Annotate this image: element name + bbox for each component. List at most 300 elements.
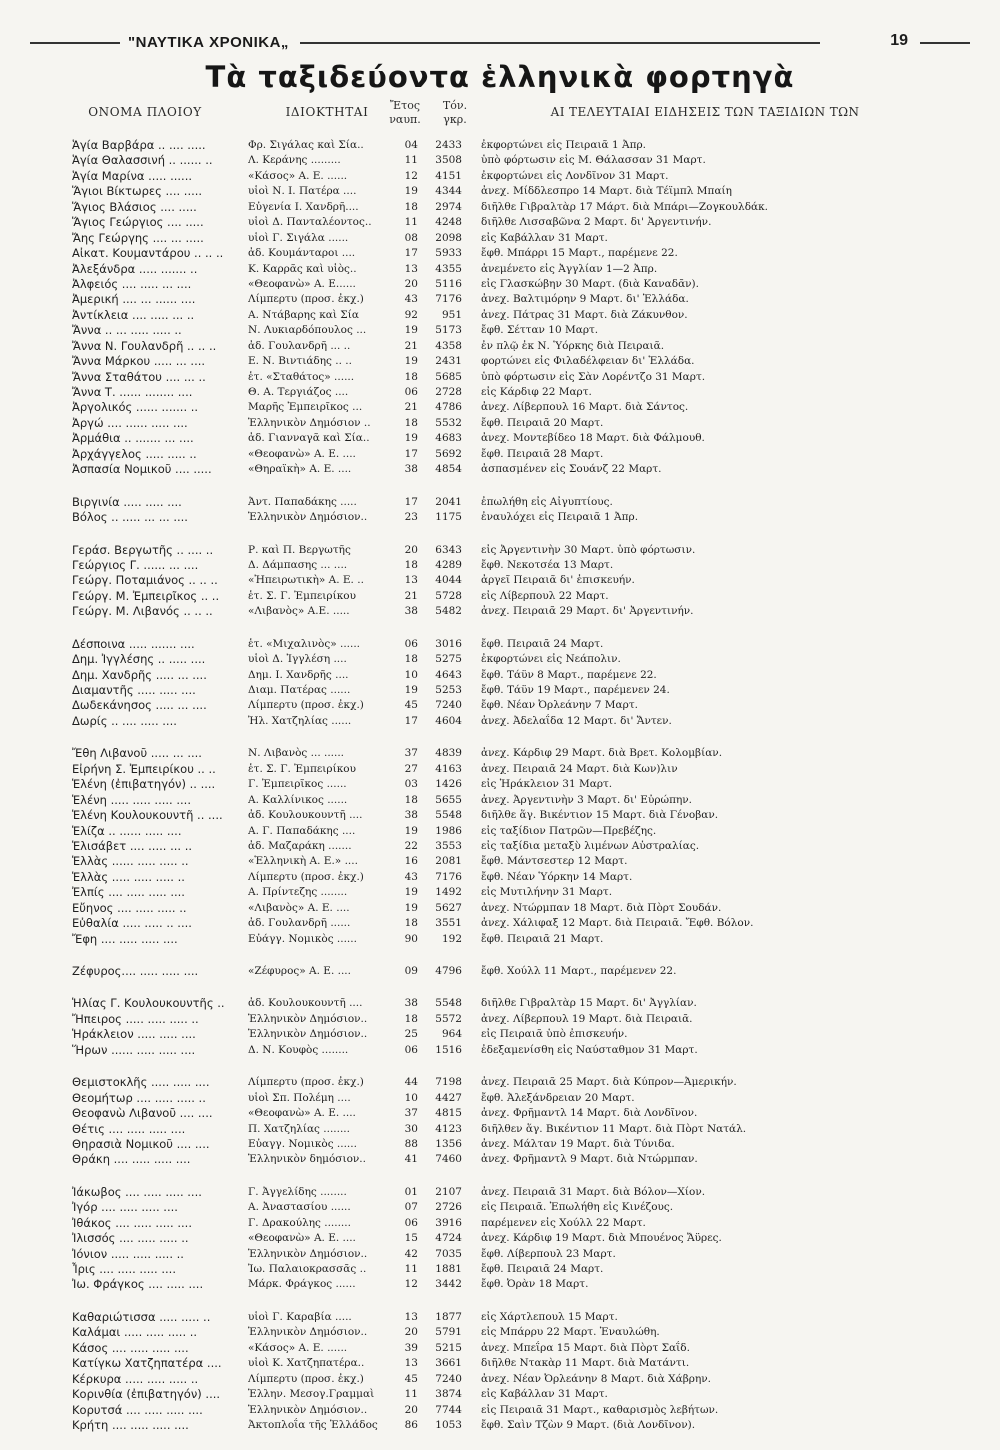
ship-name: Ἑλισάβετ .... ..... ... ..: [72, 838, 193, 853]
build-year: 08: [404, 231, 418, 244]
table-row: [0, 385, 1000, 400]
ship-owner: Ρ. καὶ Π. Βεργωτῆς: [248, 543, 351, 556]
voyage-news: ἐκφορτώνει εἰς Λονδῖνον 31 Μαρτ.: [481, 169, 669, 182]
build-year: 11: [404, 1263, 418, 1275]
gross-tonnage: 964: [441, 1028, 462, 1041]
gross-tonnage: 7460: [435, 1153, 462, 1166]
column-header-tonnage-line1: Τόν.: [442, 99, 468, 112]
ship-name: Εὔηνος .... ..... ..... ..: [72, 900, 187, 915]
gross-tonnage: 1053: [435, 1418, 462, 1431]
ship-name: Ἁγία Βαρβάρα .. .... .....: [72, 138, 206, 152]
header-rule-middle: [300, 42, 820, 44]
ship-owner: ἀδ. Κουμάνταροι ....: [248, 247, 356, 260]
build-year: 27: [404, 762, 418, 775]
gross-tonnage: 2107: [435, 1185, 462, 1198]
build-year: 06: [404, 1216, 418, 1229]
voyage-news: εἰς Πειραιᾶ. Ἐπωλήθη εἰς Κινέζους.: [481, 1201, 674, 1214]
ship-name: Ἡράκλειον ..... ..... ....: [72, 1027, 196, 1042]
build-year: 18: [404, 558, 418, 571]
ship-owner: Ἑλληνικὸν Δημόσιον..: [248, 1028, 368, 1041]
build-year: 17: [404, 495, 418, 508]
gross-tonnage: 5548: [435, 809, 462, 822]
gross-tonnage: 4358: [435, 339, 462, 352]
table-row: [0, 1012, 1000, 1027]
ship-name: Ἄννα Τ. ...... ........ ....: [72, 385, 193, 399]
ship-owner: «Ἠπειρωτικὴ» Α. Ε. ..: [248, 574, 364, 587]
ship-owner: «Θεοφανὼ» Α. Ε. ....: [248, 447, 356, 460]
column-header-tonnage-line2: γκρ.: [443, 113, 467, 126]
ship-owner: Ἑλληνικὸν Δημόσιον..: [248, 1012, 368, 1025]
table-row: [0, 885, 1000, 900]
gross-tonnage: 4151: [435, 169, 462, 182]
table-row: [0, 808, 1000, 823]
ship-name: Ἶρις .... ..... ..... ....: [72, 1262, 176, 1276]
ship-owner: «Ἑλληνικὴ Α. Ε.» ....: [248, 855, 358, 868]
ship-name: Ἀρμάθια .. ....... ... ....: [72, 431, 194, 446]
build-year: 18: [404, 200, 418, 213]
voyage-news: εἰς Πειραιᾶ ὑπὸ ἐπισκευήν.: [481, 1028, 628, 1041]
ship-name: Ἁγία Θαλασσινή .. ...... ..: [72, 153, 213, 168]
table-row: [0, 996, 1000, 1011]
build-year: 07: [404, 1201, 418, 1214]
voyage-news: ἔφθ. Χούλλ 11 Μαρτ., παρέμενεν 22.: [481, 965, 677, 977]
voyage-news: ἀνεχ. Κάρδιφ 19 Μαρτ. διὰ Μπουένος Ἄϋρες.: [481, 1232, 722, 1245]
table-row: [0, 1137, 1000, 1152]
table-row: [0, 339, 1000, 354]
build-year: 19: [404, 324, 418, 337]
table-row: [0, 231, 1000, 246]
ship-name: Ἄννα Μάρκου ..... ... ....: [72, 354, 206, 369]
column-header-name: ΟΝΟΜΑ ΠΛΟΙΟΥ: [88, 105, 202, 119]
ship-group: [0, 1310, 1000, 1434]
table-row: [0, 354, 1000, 369]
voyage-news: εἰς Καβάλλαν 31 Μαρτ.: [481, 231, 608, 244]
gross-tonnage: 7240: [435, 699, 462, 712]
table-row: [0, 1200, 1000, 1215]
voyage-news: ἔφθ. Ὀρὰν 18 Μαρτ.: [481, 1278, 589, 1291]
build-year: 17: [404, 247, 418, 260]
table-row: [0, 668, 1000, 683]
build-year: 06: [404, 386, 418, 398]
table-row: [0, 839, 1000, 854]
table-row: [0, 416, 1000, 431]
gross-tonnage: 7198: [435, 1076, 462, 1089]
gross-tonnage: 1175: [435, 511, 462, 524]
table-row: [0, 431, 1000, 446]
build-year: 12: [404, 169, 418, 182]
ship-owner: Ε. Ν. Βιντιάδης .. ..: [248, 355, 352, 368]
gross-tonnage: 1986: [435, 824, 462, 837]
ship-name: Ἑλίζα .. ...... ..... ....: [72, 823, 182, 838]
ship-owner: Ἑλληνικὸν Δημόσιον..: [248, 1403, 368, 1416]
masthead: "ΝΑΥΤΙΚΑ ΧΡΟΝΙΚΑ„: [120, 34, 297, 51]
build-year: 90: [404, 932, 418, 945]
build-year: 20: [404, 277, 418, 290]
page-title: Τὰ ταξιδεύοντα ἑλληνικὰ φορτηγὰ: [205, 60, 795, 94]
voyage-news: διῆλθε Γιβραλτὰρ 15 Μαρτ. δι' Ἀγγλίαν.: [481, 997, 697, 1010]
ship-name: Θέτις .... ..... ..... ....: [72, 1121, 186, 1136]
voyage-news: εἰς Ἀργεντινὴν 30 Μαρτ. ὑπὸ φόρτωσιν.: [481, 543, 696, 556]
build-year: 21: [404, 589, 418, 602]
voyage-news: ἔφθ. Πειραιᾶ 21 Μαρτ.: [481, 932, 604, 945]
build-year: 11: [404, 216, 418, 229]
table-row: [0, 1027, 1000, 1042]
gross-tonnage: 2974: [435, 200, 462, 213]
ship-name: Ἄννα Ν. Γουλανδρῆ .. .. ..: [72, 338, 217, 353]
gross-tonnage: 5275: [435, 653, 462, 666]
ship-owner: Ἰω. Παλαιοκρασσᾶς ..: [248, 1263, 367, 1275]
build-year: 38: [404, 605, 418, 618]
table-row: [0, 964, 1000, 979]
ship-name: Ἀρχάγγελος ..... ..... ..: [72, 446, 197, 461]
ship-owner: Π. Χατζηλίας ........: [248, 1122, 350, 1135]
build-year: 38: [404, 997, 418, 1010]
ship-name: Ἰω. Φράγκος .... ..... ....: [72, 1277, 204, 1292]
ship-owner: Λίμπερτυ (προσ. ἐκχ.): [248, 1372, 364, 1385]
voyage-news: εἰς Χάρτλεπουλ 15 Μαρτ.: [481, 1310, 618, 1323]
table-row: [0, 1418, 1000, 1433]
gross-tonnage: 1516: [435, 1043, 462, 1056]
build-year: 20: [404, 543, 418, 556]
ship-owner: Λίμπερτυ (προσ. ἐκχ.): [248, 1076, 364, 1089]
gross-tonnage: 4604: [435, 714, 462, 727]
build-year: 38: [404, 809, 418, 822]
ship-name: Ἀντίκλεια .... ..... ... ..: [72, 307, 195, 322]
voyage-news: ἔφθ. Τάϋν 8 Μαρτ., παρέμενε 22.: [481, 668, 657, 681]
column-header-year: [380, 99, 430, 127]
ship-owner: Ἠλ. Χατζηλίας ......: [248, 714, 352, 727]
voyage-news: ὑπὸ φόρτωσιν εἰς Μ. Θάλασσαν 31 Μαρτ.: [481, 154, 706, 167]
build-year: 01: [404, 1185, 418, 1198]
ship-owner: ἑτ. «Μιχαλινὸς» ......: [248, 637, 361, 650]
table-row: [0, 246, 1000, 261]
ship-name: Ἰάκωβος .... ..... ..... ....: [72, 1184, 202, 1199]
voyage-news: διῆλθε Γιβραλτὰρ 17 Μάρτ. διὰ Μπάρι—Ζογκουλδάκ.: [481, 200, 769, 213]
page-header: [30, 32, 970, 54]
ship-name: Κρήτη .... ..... ..... ....: [72, 1417, 189, 1432]
voyage-news: εἰς Κάρδιφ 22 Μαρτ.: [481, 386, 592, 398]
ship-owner: Ἑλληνικὸν Δημόσιον..: [248, 1247, 368, 1260]
table-row: [0, 1341, 1000, 1356]
voyage-news: ἀργεῖ Πειραιᾶ δι' ἐπισκευήν.: [481, 574, 635, 587]
ship-owner: Ἑλλην. Μεσογ.Γραμμαὶ: [248, 1388, 375, 1401]
ship-owner: Ἑλληνικὸν Δημόσιον..: [248, 1326, 368, 1339]
ship-name: Ἄης Γεώργης .... ... .....: [72, 230, 204, 245]
build-year: 13: [404, 1357, 418, 1370]
ship-name: Ἅγιος Βλάσιος .... .....: [72, 199, 197, 214]
voyage-news: ἐπωλήθη εἰς Αἰγυπτίους.: [481, 495, 613, 508]
ship-owner: Α. Ἀναστασίου ......: [248, 1201, 351, 1214]
build-year: 19: [404, 432, 418, 445]
voyage-news: ἐκφορτώνει εἰς Πειραιᾶ 1 Ἀπρ.: [481, 139, 647, 151]
gross-tonnage: 1492: [435, 886, 462, 899]
table-row: [0, 510, 1000, 525]
voyage-news: ἀνεχ. Πειραιᾶ 29 Μαρτ. δι' Ἀργεντινήν.: [481, 605, 694, 618]
table-row: [0, 1043, 1000, 1058]
gross-tonnage: 4724: [435, 1232, 462, 1245]
table-row: [0, 916, 1000, 931]
build-year: 19: [404, 355, 418, 368]
ship-name: Γεώργ. Μ. Λιβανός .. .. ..: [72, 604, 213, 619]
gross-tonnage: 4854: [435, 463, 462, 476]
gross-tonnage: 1877: [435, 1310, 462, 1323]
ship-name: Ἅγιος Γεώργιος .... .....: [72, 215, 204, 230]
ship-name: Κορυτσά .... ..... ..... ....: [72, 1402, 203, 1417]
ship-owner: Λίμπερτυ (προσ. ἐκχ.): [248, 293, 364, 306]
build-year: 41: [404, 1153, 418, 1166]
ship-owner: Δ. Ν. Κουφὸς ........: [248, 1043, 349, 1056]
gross-tonnage: 3016: [435, 637, 462, 650]
build-year: 18: [404, 793, 418, 806]
ship-group: [0, 543, 1000, 620]
ship-owner: Θ. Α. Τεργιάζος ....: [248, 386, 349, 398]
ship-owner: υἱοὶ Κ. Χατζηπατέρα..: [248, 1357, 365, 1370]
ship-name: Θεοφανὼ Λιβανοῦ .... ....: [72, 1106, 213, 1121]
ship-name: Ἅγιοι Βίκτωρες .... .....: [72, 184, 203, 199]
column-header-year-line2: ναυπ.: [389, 113, 421, 126]
voyage-news: εἰς Λίβερπουλ 22 Μαρτ.: [481, 589, 609, 602]
ship-owner: «Θεοφανὼ» Α. Ε. ....: [248, 1232, 356, 1245]
voyage-news: ἔφθ. Νεκοτσέα 13 Μαρτ.: [481, 558, 614, 571]
ship-owner: Ν. Λυκιαρδόπουλος ...: [248, 324, 367, 337]
voyage-news: ὑπὸ φόρτωσιν εἰς Σὰν Λορέντζο 31 Μαρτ.: [481, 370, 706, 383]
ship-owner: «Θεοφανὼ» Α. Ε......: [248, 277, 356, 290]
table-row: [0, 573, 1000, 588]
ship-owner: υἱοὶ Ν. Ι. Πατέρα ....: [248, 185, 357, 198]
ship-owner: Εὐαγγ. Νομικὸς ......: [248, 1137, 357, 1150]
ship-owner: Ἑλληνικὸν δημόσιον..: [248, 1153, 366, 1166]
gross-tonnage: 7240: [435, 1372, 462, 1385]
ship-owner: υἱοὶ Γ. Καραβία .....: [248, 1310, 352, 1323]
build-year: 44: [404, 1076, 418, 1089]
table-row: [0, 1152, 1000, 1167]
build-year: 86: [404, 1418, 418, 1431]
table-row: [0, 1325, 1000, 1340]
voyage-news: ἔφθ. Μάντσεστερ 12 Μαρτ.: [481, 855, 628, 868]
build-year: 19: [404, 886, 418, 899]
header-rule-right: [920, 42, 970, 44]
build-year: 20: [404, 1403, 418, 1416]
ship-owner: ἑτ. Σ. Γ. Ἐμπειρίκου: [248, 589, 356, 602]
build-year: 13: [404, 1310, 418, 1323]
ship-name: Ἑλένη (ἐπιβατηγόν) .. ....: [72, 777, 216, 792]
gross-tonnage: 4839: [435, 747, 462, 760]
voyage-news: ἀνεχ. Πάτρας 31 Μαρτ. διὰ Ζάκυνθον.: [481, 308, 688, 321]
build-year: 45: [404, 699, 418, 712]
table-row: [0, 1216, 1000, 1231]
gross-tonnage: 7035: [435, 1247, 462, 1260]
gross-tonnage: 2098: [435, 231, 462, 244]
gross-tonnage: 5532: [435, 416, 462, 429]
build-year: 16: [404, 855, 418, 868]
build-year: 23: [404, 511, 418, 524]
voyage-news: διῆλθεν ἅγ. Βικέντιον 11 Μαρτ. διὰ Πὸρτ Νατάλ.: [481, 1122, 747, 1135]
table-row: [0, 1185, 1000, 1200]
ship-owner: ἑτ. Σ. Γ. Ἐμπειρίκου: [248, 762, 356, 775]
ship-owner: ἀδ. Κουλουκουντῆ ....: [248, 809, 363, 822]
gross-tonnage: 2728: [435, 386, 462, 398]
ship-name: Ἀργολικός ...... ....... ..: [72, 400, 199, 415]
build-year: 17: [404, 447, 418, 460]
gross-tonnage: 1356: [435, 1137, 462, 1150]
ship-name: Ἑλλὰς ...... ..... ..... ..: [72, 854, 189, 869]
voyage-news: ἀνεχ. Μίδδλεσπρο 14 Μαρτ. διὰ Τέϊμπλ Μπαίη: [481, 185, 732, 198]
ship-owner: Α. Ντάβαρης καὶ Σία: [248, 308, 359, 321]
voyage-news: διῆλθε Λισσαβῶνα 2 Μαρτ. δι' Ἀργεντινήν.: [481, 216, 712, 229]
ship-owner: Διαμ. Πατέρας ......: [248, 684, 351, 696]
ship-owner: Κ. Καρρᾶς καὶ υἱὸς..: [248, 262, 357, 275]
ship-name: Εἰρήνη Σ. Ἐμπειρίκου .. ..: [72, 761, 216, 776]
table-row: [0, 854, 1000, 869]
gross-tonnage: 5572: [435, 1012, 462, 1025]
table-row: [0, 200, 1000, 215]
gross-tonnage: 5548: [435, 997, 462, 1010]
ship-owner: Α. Γ. Παπαδάκης ....: [248, 824, 356, 837]
gross-tonnage: 5482: [435, 605, 462, 618]
voyage-news: ἔφθ. Σέτταν 10 Μαρτ.: [481, 324, 599, 337]
ship-owner: Ἑλληνικὸν Δημόσιον ..: [248, 416, 371, 429]
ship-name: Δημ. Ἰγγλέσης .. ..... ....: [72, 652, 206, 667]
build-year: 88: [404, 1137, 418, 1150]
table-row: [0, 169, 1000, 184]
voyage-news: ἀνεχ. Μάλταν 19 Μαρτ. διὰ Τύνιδα.: [481, 1137, 675, 1150]
gross-tonnage: 4815: [435, 1107, 462, 1120]
gross-tonnage: 4163: [435, 762, 462, 775]
ship-group: [0, 964, 1000, 979]
build-year: 18: [404, 416, 418, 429]
table-row: [0, 683, 1000, 698]
voyage-news: ἐκφορτώνει εἰς Νεάπολιν.: [481, 653, 621, 666]
ship-owner: Λίμπερτυ (προσ. ἐκχ.): [248, 699, 364, 712]
voyage-news: ἔφθ. Νέαν Ὑόρκην 14 Μαρτ.: [481, 870, 633, 883]
voyage-news: ἀνεχ. Ντώρμπαν 18 Μαρτ. διὰ Πὸρτ Σουδάν.: [481, 901, 722, 914]
voyage-news: εἰς ταξίδια μεταξὺ λιμένων Αὐστραλίας.: [481, 839, 700, 852]
build-year: 37: [404, 747, 418, 760]
ship-owner: υἱοὶ Δ. Πανταλέοντος..: [248, 216, 372, 229]
build-year: 15: [404, 1232, 418, 1245]
ship-name: Ζέφυρος.... ..... ..... ....: [72, 964, 199, 978]
table-row: [0, 558, 1000, 573]
ship-owner: Γ. Δρακούλης ........: [248, 1216, 351, 1229]
ship-name: Γεώργ. Ποταμιάνος .. .. ..: [72, 573, 218, 588]
ship-owner: Δημ. Ι. Χανδρῆς ....: [248, 668, 349, 681]
ship-name: Ἀμερική .... ... ...... ....: [72, 292, 196, 307]
build-year: 19: [404, 824, 418, 837]
gross-tonnage: 2433: [435, 139, 462, 151]
gross-tonnage: 5215: [435, 1341, 462, 1354]
table-row: [0, 777, 1000, 792]
ship-name: Ἔθη Λιβανοῦ ..... ... ....: [72, 746, 202, 761]
ship-name: Ἑλλὰς ..... ..... ..... ..: [72, 869, 185, 884]
build-year: 11: [404, 154, 418, 167]
build-year: 10: [404, 668, 418, 681]
gross-tonnage: 3553: [435, 839, 462, 852]
build-year: 21: [404, 401, 418, 414]
table-row: [0, 637, 1000, 652]
voyage-news: ἔφθ. Λίβερπουλ 23 Μαρτ.: [481, 1247, 616, 1260]
ship-owner: Δ. Δάμπασης ... ....: [248, 558, 348, 571]
build-year: 06: [404, 637, 418, 650]
table-row: [0, 462, 1000, 477]
gross-tonnage: 3551: [435, 917, 462, 930]
ship-name: Δωδεκάνησος ..... ... ....: [72, 698, 207, 713]
ship-name: Ἄννα .. ... ..... ..... ..: [72, 323, 182, 338]
voyage-news: ἀνεχ. Νέαν Ὀρλεάνην 8 Μαρτ. διὰ Χάβρην.: [481, 1372, 711, 1385]
build-year: 17: [404, 714, 418, 727]
column-header-owner: ΙΔΙΟΚΤΗΤΑΙ: [285, 105, 369, 119]
ship-owner: Ἀντ. Παπαδάκης .....: [248, 495, 357, 508]
table-row: [0, 746, 1000, 761]
build-year: 12: [404, 1278, 418, 1291]
ship-owner: ἀδ. Γουλανδρῆ ......: [248, 917, 351, 930]
gross-tonnage: 4427: [435, 1091, 462, 1104]
ship-group: [0, 1185, 1000, 1293]
voyage-news: ἀνεχ. Πειραιᾶ 25 Μαρτ. διὰ Κύπρον—Ἀμερικήν.: [481, 1076, 737, 1089]
gross-tonnage: 5685: [435, 370, 462, 383]
ship-name: Ἰγόρ .... ..... ..... ....: [72, 1200, 178, 1215]
ship-name: Γεώργ. Μ. Ἐμπειρῖκος .. ..: [72, 588, 220, 603]
ship-name: Βιργινία ..... ..... ....: [72, 494, 182, 509]
ship-name: Δωρίς .. .... ..... ....: [72, 713, 177, 728]
gross-tonnage: 5692: [435, 447, 462, 460]
ship-owner: ἀδ. Γιανναγᾶ καὶ Σία..: [248, 432, 370, 445]
ship-group: [0, 1075, 1000, 1168]
table-row: [0, 292, 1000, 307]
build-year: 19: [404, 684, 418, 696]
table-row: [0, 901, 1000, 916]
build-year: 21: [404, 339, 418, 352]
build-year: 18: [404, 370, 418, 383]
gross-tonnage: 3442: [435, 1278, 462, 1291]
gross-tonnage: 7744: [435, 1403, 462, 1416]
voyage-news: ἀνεχ. Βαλτιμόρην 9 Μαρτ. δι' Ἑλλάδα.: [481, 293, 689, 306]
table-row: [0, 1262, 1000, 1277]
ship-owner: Α. Καλλίνικος ......: [248, 793, 348, 806]
build-year: 06: [404, 1043, 418, 1056]
ship-name: Θράκη .... ..... ..... ....: [72, 1152, 191, 1167]
ship-owner: Εὐάγγ. Νομικὸς ......: [248, 932, 357, 945]
ship-name: Ἀσπασία Νομικοῦ .... .....: [72, 462, 212, 477]
ship-name: Κέρκυρα ..... ..... ..... ..: [72, 1371, 199, 1386]
ship-name: Ἄννα Σταθάτου .... ... ..: [72, 369, 206, 384]
build-year: 13: [404, 574, 418, 587]
ship-name: Αἰκατ. Κουμαντάρου .. .. ..: [72, 246, 224, 261]
table-row: [0, 262, 1000, 277]
build-year: 42: [404, 1247, 418, 1260]
ship-owner: «Ζέφυρος» Α. Ε. ....: [248, 965, 351, 977]
gross-tonnage: 192: [441, 932, 462, 945]
table-row: [0, 543, 1000, 558]
gross-tonnage: 5655: [435, 793, 462, 806]
ship-owner: Ν. Λιβανὸς ... ......: [248, 747, 345, 760]
gross-tonnage: 2431: [435, 355, 462, 368]
build-year: 03: [404, 778, 418, 791]
gross-tonnage: 5173: [435, 324, 462, 337]
build-year: 37: [404, 1107, 418, 1120]
build-year: 38: [404, 463, 418, 476]
gross-tonnage: 3508: [435, 154, 462, 167]
ship-owner: «Λιβανὸς» Α. Ε. ....: [248, 901, 350, 914]
table-row: [0, 652, 1000, 667]
ship-name: Καθαριώτισσα ..... ..... ..: [72, 1309, 211, 1324]
table-row: [0, 1403, 1000, 1418]
table-row: [0, 698, 1000, 713]
voyage-news: ἔφθ. Πειραιᾶ 24 Μαρτ.: [481, 637, 604, 650]
voyage-news: ἀνεχ. Μπεΐρα 15 Μαρτ. διὰ Πὸρτ Σαΐδ.: [481, 1341, 690, 1354]
voyage-news: εἰς Μπάρρυ 22 Μαρτ. Ἐναυλώθη.: [481, 1326, 660, 1339]
table-row: [0, 604, 1000, 619]
build-year: 18: [404, 917, 418, 930]
